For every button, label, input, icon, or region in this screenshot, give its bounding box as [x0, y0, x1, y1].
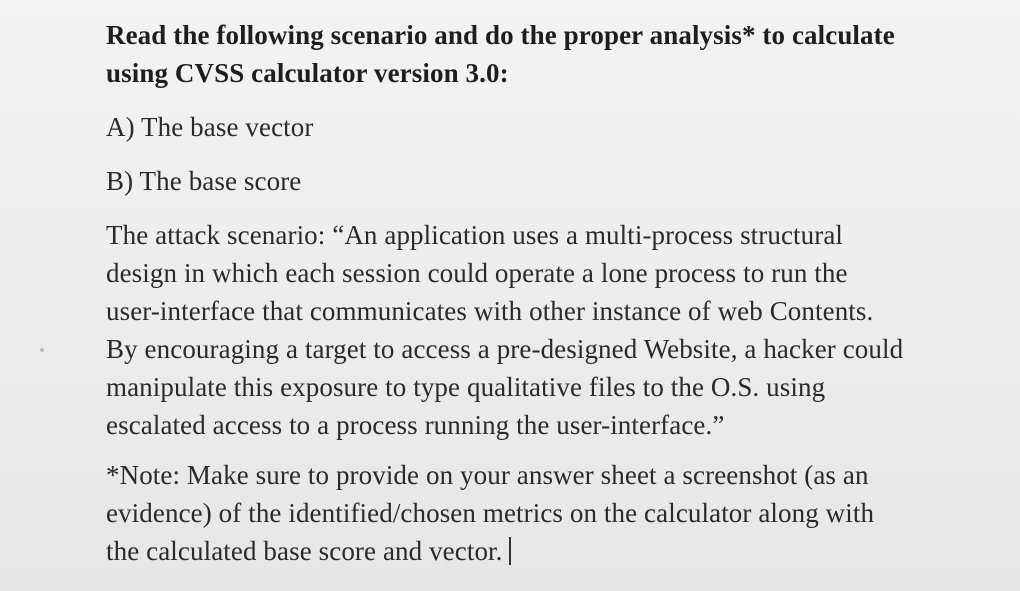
scenario-line-1: The attack scenario: “An application uses a multi-process structural	[106, 220, 844, 250]
scenario-line-2: design in which each session could operate a lone process to run the	[106, 258, 848, 288]
instruction-line-2: using CVSS calculator version 3.0:	[106, 58, 509, 88]
scenario-line-3: user-interface that communicates with other instance of web Contents.	[106, 296, 874, 326]
note-line-2: evidence) of the identified/chosen metrics on the calculator along with	[106, 498, 875, 528]
note-line-3-text: the calculated base score and vector.	[106, 536, 503, 566]
note-line-1: *Note: Make sure to provide on your answer sheet a screenshot (as an	[106, 460, 869, 490]
instruction-line-1: Read the following scenario and do the proper analysis* to calculate	[106, 20, 895, 50]
margin-dot	[40, 348, 44, 352]
question-a: A) The base vector	[106, 112, 314, 142]
question-b: B) The base score	[106, 166, 302, 196]
scenario-line-4: By encouraging a target to access a pre-designed Website, a hacker could	[106, 334, 904, 364]
scenario-line-6: escalated access to a process running the user-interface.”	[106, 410, 725, 440]
scenario-line-5: manipulate this exposure to type qualitative files to the O.S. using	[106, 372, 826, 402]
text-cursor	[509, 537, 511, 565]
note-line-3[interactable]	[106, 534, 511, 568]
